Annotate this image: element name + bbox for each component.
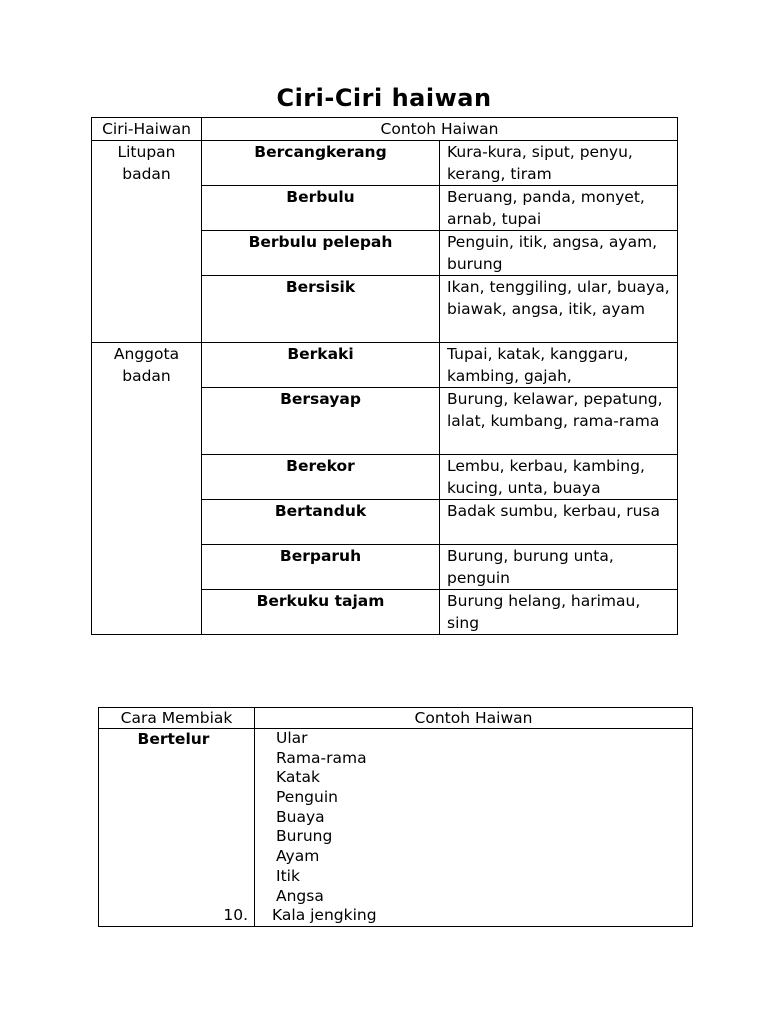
table-row bbox=[92, 141, 678, 186]
trait-examples: Tupai, katak, kanggaru, kambing, gajah, bbox=[440, 343, 678, 388]
column-header-method: Cara Membiak bbox=[99, 708, 255, 729]
trait-examples: Lembu, kerbau, kambing, kucing, unta, buaya bbox=[440, 455, 678, 500]
trait-name: Bercangkerang bbox=[202, 141, 440, 186]
list-item: Penguin bbox=[276, 788, 338, 807]
list-item: Rama-rama bbox=[276, 748, 367, 767]
reproduction-table bbox=[98, 707, 693, 927]
trait-name: Berbulu bbox=[202, 186, 440, 231]
trait-name: Bersisik bbox=[202, 276, 440, 343]
trait-name: Berkaki bbox=[202, 343, 440, 388]
list-number: 10. bbox=[223, 906, 248, 924]
trait-name: Berbulu pelepah bbox=[202, 231, 440, 276]
trait-examples: Burung, burung unta, penguin bbox=[440, 545, 678, 590]
trait-examples: Burung, kelawar, pepatung, lalat, kumbang, rama-rama bbox=[440, 388, 678, 455]
trait-name: Bertanduk bbox=[202, 500, 440, 545]
trait-examples: Badak sumbu, kerbau, rusa bbox=[440, 500, 678, 545]
column-header-examples: Contoh Haiwan bbox=[255, 708, 693, 729]
list-item: Burung bbox=[276, 827, 333, 846]
animal-list bbox=[255, 729, 692, 926]
trait-examples: Ikan, tenggiling, ular, buaya, biawak, angsa, itik, ayam bbox=[440, 276, 678, 343]
group-label: Litupan badan bbox=[92, 141, 202, 343]
trait-name: Berparuh bbox=[202, 545, 440, 590]
table-row bbox=[92, 343, 678, 388]
list-item: Ular bbox=[276, 729, 308, 747]
trait-examples: Penguin, itik, angsa, ayam, burung bbox=[440, 231, 678, 276]
table-row bbox=[99, 729, 693, 927]
column-header-examples: Contoh Haiwan bbox=[202, 118, 678, 141]
list-item: Ayam bbox=[276, 847, 320, 866]
list-item: Kala jengking bbox=[272, 906, 377, 925]
page-title: Ciri-Ciri haiwan bbox=[276, 84, 492, 112]
table-header-row bbox=[99, 708, 693, 729]
table-header-row bbox=[92, 118, 678, 141]
method-label: Bertelur bbox=[137, 730, 210, 748]
method-cell bbox=[99, 729, 255, 927]
animals-cell bbox=[255, 729, 693, 927]
trait-examples: Burung helang, harimau, sing bbox=[440, 590, 678, 635]
list-item: Katak bbox=[276, 768, 320, 787]
list-item: Itik bbox=[276, 866, 300, 885]
animal-traits-table bbox=[91, 117, 678, 635]
trait-name: Berekor bbox=[202, 455, 440, 500]
trait-examples: Beruang, panda, monyet, arnab, tupai bbox=[440, 186, 678, 231]
group-label: Anggota badan bbox=[92, 343, 202, 635]
list-item: Angsa bbox=[276, 886, 324, 905]
list-item: Buaya bbox=[276, 807, 325, 826]
trait-examples: Kura-kura, siput, penyu, kerang, tiram bbox=[440, 141, 678, 186]
trait-name: Bersayap bbox=[202, 388, 440, 455]
column-header-trait: Ciri-Haiwan bbox=[92, 118, 202, 141]
trait-name: Berkuku tajam bbox=[202, 590, 440, 635]
